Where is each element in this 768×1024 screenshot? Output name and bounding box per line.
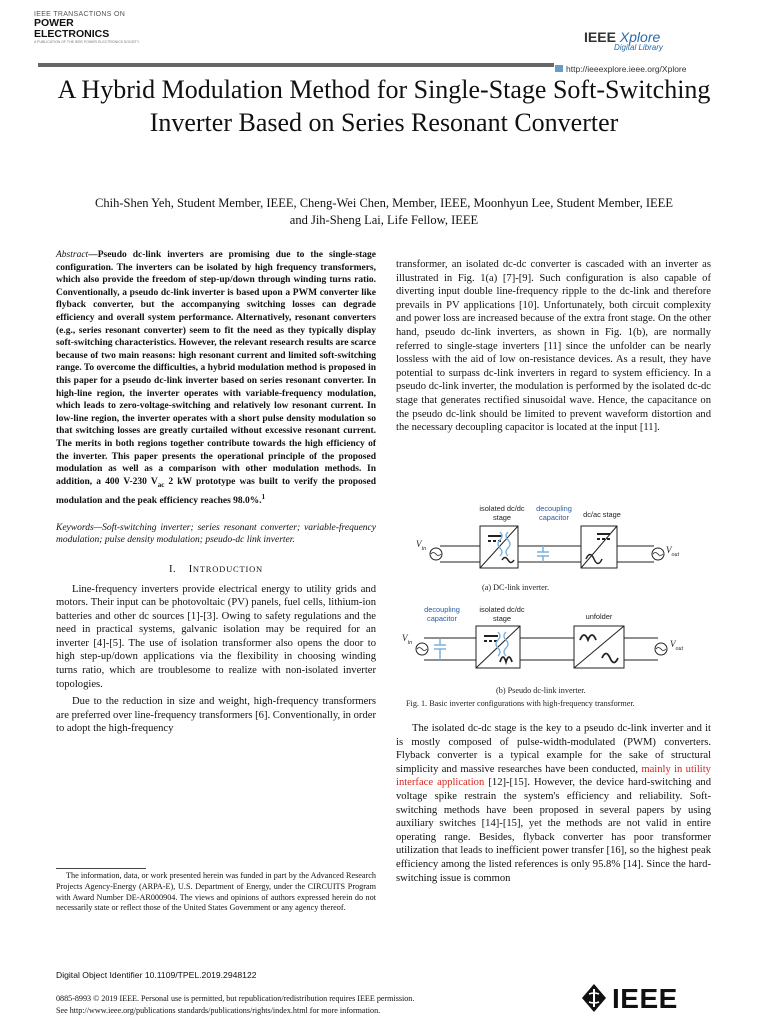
diagram-b (416, 626, 667, 668)
abstract (56, 249, 376, 508)
right-column-top (396, 258, 711, 439)
right-column-bottom (396, 722, 711, 889)
footnote-text: The information, data, or work presented herein was funded in part by the Advanced Research Projects Agency-Energy (ARPA-E), U.S. Department of Energy, under the CIRCUITS Program with Award Number DE-AR000904. The views and opinions of authors expressed herein do not necessarily state or reflect those of the United States Government or any agency thereof. (56, 871, 376, 913)
highlighted-phrase: mainly in utility interface application (396, 763, 711, 789)
xplore-subtitle: Digital Library (614, 43, 663, 52)
section-heading (56, 563, 376, 577)
left-column (56, 249, 376, 740)
abstract-lead: Abstract (56, 250, 89, 260)
a-label-dcac-stage: dc/ac stage (583, 510, 621, 519)
abstract-footnote-mark: 1 (261, 493, 266, 502)
paper-title: A Hybrid Modulation Method for Single-Stage Soft-Switching Inverter Based on Series Resonant Converter (57, 75, 711, 137)
copyright-notice (56, 993, 576, 1017)
subfigure-a-caption: (a) DC-link inverter. (482, 583, 550, 592)
subfigure-b-caption: (b) Pseudo dc-link inverter. (496, 686, 586, 695)
authors-line-2: and Jih-Sheng Lai, Life Fellow, IEEE (289, 213, 479, 227)
section-title-rest: NTRODUCTION (192, 563, 263, 574)
a-label-decoupling: decoupling capacitor (536, 504, 572, 522)
abstract-subscript: ac (157, 480, 165, 489)
xplore-brand: IEEE (584, 29, 616, 45)
xplore-url-link[interactable]: http://ieeexplore.ieee.org/Xplore (555, 64, 687, 74)
section-title-initial: I (188, 563, 193, 575)
author-block (40, 195, 728, 229)
journal-tagline: A PUBLICATION OF THE IEEE POWER ELECTRONICS SOCIETY (34, 40, 140, 44)
a-label-vout: $V_{out}$ (666, 545, 680, 558)
ieee-xplore-logo (584, 29, 704, 52)
b-label-vin: $V_{in}$ (402, 633, 413, 646)
journal-small-text: IEEE TRANSACTIONS ON (34, 11, 126, 18)
journal-logo (34, 11, 164, 44)
b-decoupling-capacitor (434, 638, 446, 660)
footnote-rule (56, 868, 146, 869)
section-number: I. (169, 563, 177, 575)
funding-footnote (56, 871, 376, 914)
b-label-decoupling: decoupling capacitor (424, 605, 460, 623)
intro-paragraph-2: Due to the reduction in size and weight, high-frequency transformers are preferred over line-frequency transformers [6]. Conventionally, in order to adopt the high-frequency (56, 696, 376, 735)
doi: Digital Object Identifier 10.1109/TPEL.2019.2948122 (56, 970, 257, 980)
a-label-vin: $V_{in}$ (416, 539, 427, 552)
right-paragraph-1: transformer, an isolated dc-dc converter is cascaded with an inverter as illustrated in Fig. 1(a) [7]-[9]. Such configuration is also capable of diverting input double line-frequency ripple to the dc-link and therefore prevails in PV applications [10]. Unfortunately, both circuit complexity and power loss are increased because of the extra front stage. On the other hand, pseudo dc-link inverters, as shown in Fig. 1(b), are normally referred to single-stage inverters [11] since the unfolder can be nearly lossless with the aid of low on-resistance devices. As a result, they have potential to surpass dc-link inverters in regard to system efficiency. In a pseudo dc-link inverter, the modulation is performed by the isolated dc-dc stage that generates rectified sinusoidal wave. Hence, the capacitance on the pseudo dc-link should be limited to prevent waveform distortion and the necessary decoupling capacitor is located at the input [11]. (396, 259, 711, 434)
abstract-text: —Pseudo dc-link inverters are promising due to the single-stage configuration. The inverters can be isolated by high frequency transformers, which also provide the freedom of step-up/down through winding turns ratio. Conventionally, a pseudo dc-link inverter is based upon a PWM converter like flyback converter, but the accompanying switching losses can degrade efficiency and overall system performance. Alternatively, resonant converters (e.g., series resonant converter) seem to fit the need as they typically display soft-switching characteristics. However, the relevant research results are scarce because of two main reasons: high resonant current and limited soft-switching range. To overcome the difficulties, a hybrid modulation method is proposed in this paper for a pseudo dc-link inverter based on series resonant converter. In high-line region, the inverter operates with variable-frequency modulation, which leads to zero-voltage-switching and relatively low resonant current. In low-line region, the inverter operates with a short pulse density modulation so that switching losses are greatly curtailed without excessive resonant current. The merits in both regions together contribute towards the high efficiency of the inverter. This paper presents the operational principle of the proposed modulation as well as a comparison with other modulation methods. In addition, a 400 V-230 V (56, 250, 376, 487)
diagram-a (430, 526, 664, 568)
keywords: Keywords—Soft-switching inverter; series resonant converter; variable-frequency modulation; pulse density modulation; pseudo-dc link inverter. (56, 522, 376, 546)
copyright-line-2[interactable]: See http://www.ieee.org/publications standards/publications/rights/index.html for more information. (56, 1006, 381, 1015)
b-label-isolated-stage: isolated dc/dc stage (479, 605, 525, 623)
a-decoupling-capacitor (537, 546, 549, 562)
figure-caption: Fig. 1. Basic inverter configurations with high-frequency transformer. (406, 699, 635, 708)
authors-line-1: Chih-Shen Yeh, Student Member, IEEE, Cheng-Wei Chen, Member, IEEE, Moonhyun Lee, Student Member, IEEE (95, 196, 673, 210)
copyright-line-1: 0885-8993 © 2019 IEEE. Personal use is permitted, but republication/redistribution requires IEEE permission. (56, 994, 415, 1003)
ieee-logo-text: IEEE (612, 983, 678, 1014)
journal-name-line2: ELECTRONICS (34, 28, 110, 40)
figure-1 (396, 490, 716, 715)
header-rule (38, 63, 554, 67)
ieee-diamond-icon (580, 982, 608, 1019)
right-paragraph-2: The isolated dc-dc stage is the key to a pseudo dc-link inverter and it is mostly composed of pulse-width-modulated (PWM) converters. Flyback converter is a typical example for the sake of structural simplicity and massive researches have been conducted, mainly in utility interface application [12]-[15]. However, the device hard-switching and voltage spike restrain the system's efficiency and reliability. Soft-switching methods have been proposed in several papers by using auxiliary switches [14]-[15], yet the methods are not valid in entire operating range. Besides, flyback converter has poor transformer utilization that leads to inefficient power transfer [16], so the highest peak efficiency among the listed references is only 95.8% [14]. Since the hard-switching issue is common (396, 723, 711, 884)
abstract-text-end: 2 kW prototype was built to verify the proposed modulation and the peak efficiency reaches 98.0%. (56, 476, 376, 507)
a-label-isolated-stage: isolated dc/dc stage (479, 504, 525, 522)
figure-diagram (396, 490, 716, 715)
xplore-name: Xplore (619, 29, 661, 45)
b-label-unfolder: unfolder (585, 612, 613, 621)
b-label-vout: $V_{out}$ (670, 639, 684, 652)
journal-name-line1: POWER (34, 17, 74, 29)
intro-paragraph-1: Line-frequency inverters provide electrical energy to utility grids and motors. Their input can be photovoltaic (PV) panels, fuel cells, lithium-ion batteries and other dc sources [1]-[3]. Owing to safety regulations and the need in practical systems, galvanic isolation may be required for an inverter [4]-[5]. The use of isolation transformer also opens the door to high step-up/down applications via the flexibility in choosing winding turns ratio, which are troublesome to realize with non-isolated inverter topologies. (56, 583, 376, 690)
